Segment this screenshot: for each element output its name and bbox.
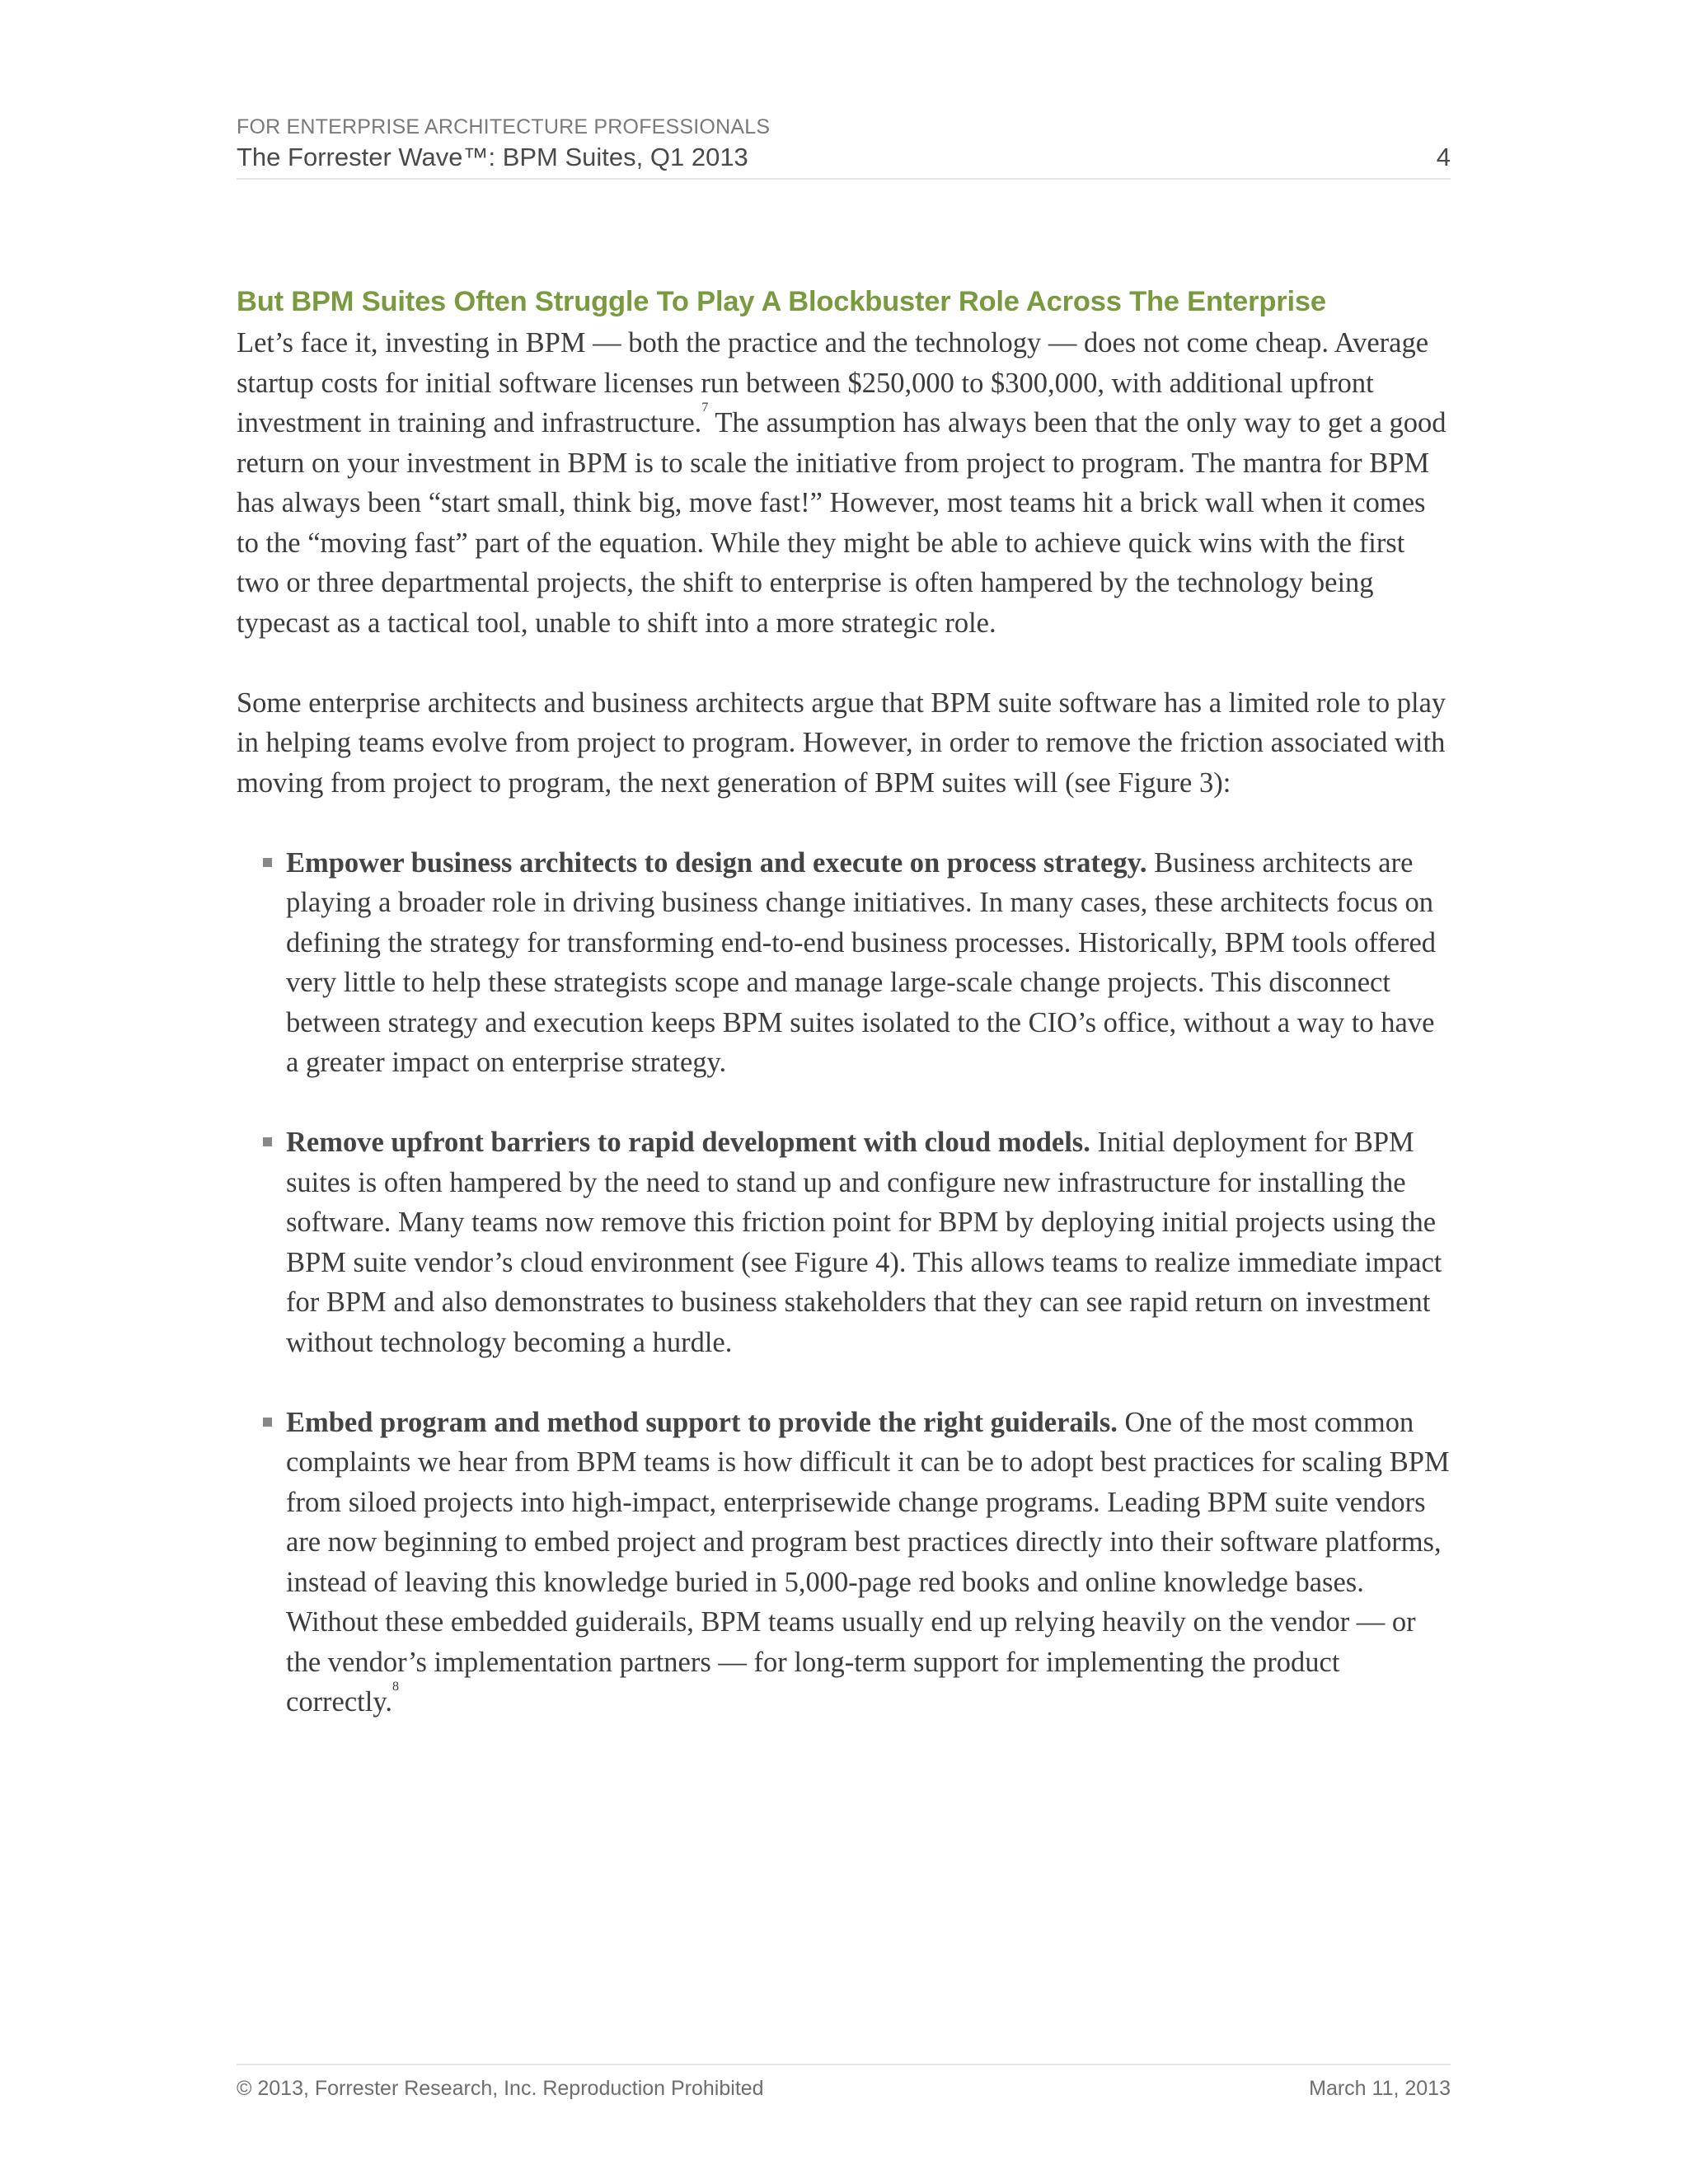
bullet-lead: Embed program and method support to provide the right guiderails. bbox=[286, 1406, 1118, 1438]
bullet-text: One of the most common complaints we hear from BPM teams is how difficult it can be to adopt best practices for scaling BPM from siloed projects into high-impact, enterprisewide change programs. Leading BPM suite vendors are now beginning to embed project and program best practices directly into their software platforms, instead of leaving this knowledge buried in 5,000-page red books and online knowledge bases. Without these embedded guiderails, BPM teams usually end up relying heavily on the vendor — or the vendor’s implementation partners — for long-term support for implementing the product correctly. bbox=[286, 1406, 1450, 1718]
paragraph-intro-text-2: The assumption has always been that the only way to get a good return on your investment in BPM is to scale the initiative from project to program. The mantra for BPM has always been “start small, think big, move fast!” However, most teams hit a brick wall when it comes to the “moving fast” part of the equation. While they might be able to achieve quick wins with the first two or three departmental projects, the shift to enterprise is often hampered by the technology being typecast as a tactical tool, unable to shift into a more strategic role. bbox=[237, 407, 1447, 639]
section-heading: But BPM Suites Often Struggle To Play A Blockbuster Role Across The Enterprise bbox=[237, 286, 1326, 317]
bullet-lead: Remove upfront barriers to rapid development with cloud models. bbox=[286, 1127, 1090, 1158]
main-content bbox=[237, 280, 1453, 1722]
bullet-text: Business architects are playing a broader role in driving business change initiatives. In many cases, these architects focus on defining the strategy for transforming end-to-end business processes. Historically, BPM tools offered very little to help these strategists scope and manage large-scale change projects. This disconnect between strategy and execution keeps BPM suites isolated to the CIO’s office, without a way to have a greater impact on enterprise strategy. bbox=[286, 846, 1437, 1078]
footnote-marker-8[interactable]: 8 bbox=[392, 1680, 399, 1694]
page-header bbox=[237, 114, 1451, 180]
list-item bbox=[237, 843, 1453, 1083]
list-item bbox=[237, 1403, 1453, 1722]
publication-date: March 11, 2013 bbox=[1309, 2077, 1451, 2100]
bullet-lead: Empower business architects to design and execute on process strategy. bbox=[286, 846, 1147, 879]
header-row bbox=[237, 140, 1451, 175]
bullet-text: Initial deployment for BPM suites is often hampered by the need to stand up and configure new infrastructure for installing the software. Many teams now remove this friction point for BPM by deploying initial projects using the BPM suite vendor’s cloud environment (see Figure 4). This allows teams to realize immediate impact for BPM and also demonstrates to business stakeholders that they can see rapid return on investment without technology becoming a hurdle. bbox=[286, 1127, 1442, 1358]
square-bullet-icon bbox=[263, 858, 272, 867]
square-bullet-icon bbox=[263, 1137, 272, 1146]
report-title: The Forrester Wave™: BPM Suites, Q1 2013 bbox=[237, 143, 748, 171]
header-kicker: FOR ENTERPRISE ARCHITECTURE PROFESSIONALS bbox=[237, 115, 771, 138]
page-footer bbox=[237, 2064, 1451, 2101]
footnote-marker-7[interactable]: 7 bbox=[701, 401, 709, 415]
copyright-notice: © 2013, Forrester Research, Inc. Reproduction Prohibited bbox=[237, 2077, 764, 2100]
page-number: 4 bbox=[1436, 143, 1451, 171]
square-bullet-icon bbox=[263, 1418, 272, 1427]
bullet-list bbox=[237, 843, 1453, 1722]
paragraph-intro-text-1: Let’s face it, investing in BPM — both the practice and the technology — does not come cheap. Average startup costs for initial software licenses run between $250,000 to $300,000, with additional upfront investment in training and infrastructure. bbox=[237, 327, 1429, 438]
list-item bbox=[237, 1122, 1453, 1362]
paragraph-intro bbox=[237, 323, 1453, 643]
paragraph-argument: Some enterprise architects and business architects argue that BPM suite software has a limited role to play in helping teams evolve from project to program. However, in order to remove the friction associated with moving from project to program, the next generation of BPM suites will (see Figure 3): bbox=[237, 687, 1447, 799]
